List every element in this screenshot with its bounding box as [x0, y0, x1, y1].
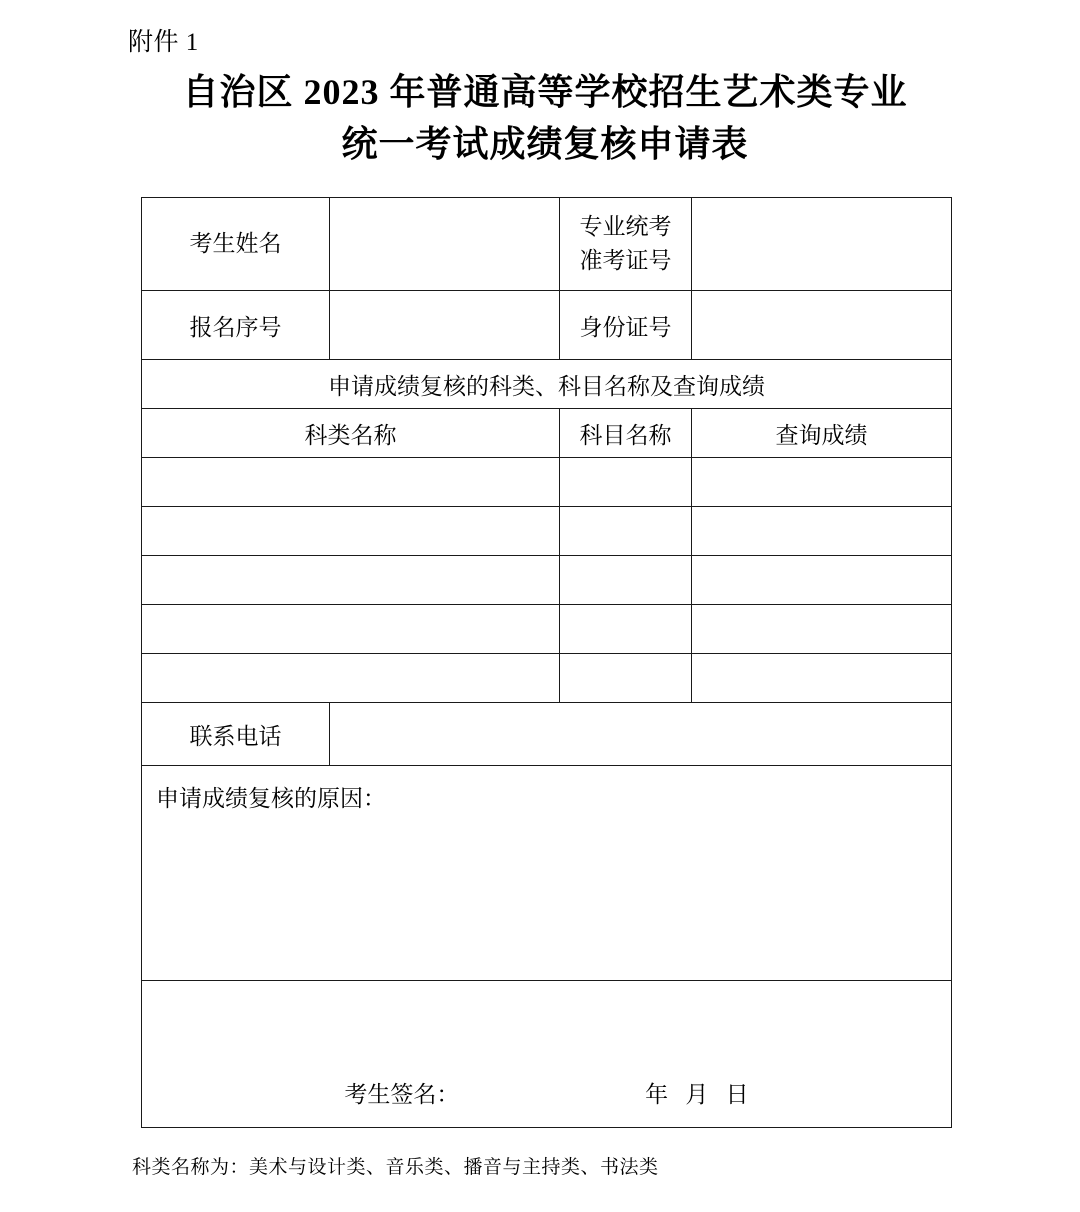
- exam-ticket-label: [560, 198, 692, 291]
- cell-category[interactable]: [142, 507, 560, 556]
- column-header-subject: 科目名称: [560, 409, 692, 458]
- registration-no-field[interactable]: [330, 291, 560, 360]
- candidate-name-label: 考生姓名: [142, 198, 330, 291]
- attachment-label: 附件 1: [128, 29, 199, 56]
- cell-category[interactable]: [142, 458, 560, 507]
- id-card-field[interactable]: [692, 291, 952, 360]
- page-title: [140, 66, 950, 170]
- cell-score[interactable]: [692, 605, 952, 654]
- reason-field[interactable]: 申请成绩复核的原因：: [142, 766, 952, 981]
- table-row: [142, 766, 952, 981]
- table-row: [142, 605, 952, 654]
- column-header-category: 科类名称: [142, 409, 560, 458]
- cell-score[interactable]: [692, 556, 952, 605]
- exam-ticket-field[interactable]: [692, 198, 952, 291]
- table-row: [142, 507, 952, 556]
- table-row: [142, 703, 952, 766]
- cell-subject[interactable]: [560, 605, 692, 654]
- phone-field[interactable]: [330, 703, 952, 766]
- table-header-row: [142, 409, 952, 458]
- table-row: [142, 291, 952, 360]
- column-header-score: 查询成绩: [692, 409, 952, 458]
- title-line-1: 自治区 2023 年普通高等学校招生艺术类专业: [182, 72, 908, 112]
- cell-subject[interactable]: [560, 556, 692, 605]
- table-row: [142, 198, 952, 291]
- id-card-label: 身份证号: [560, 291, 692, 360]
- cell-category[interactable]: [142, 605, 560, 654]
- cell-score[interactable]: [692, 507, 952, 556]
- cell-subject[interactable]: [560, 458, 692, 507]
- exam-ticket-label-line2: 准考证号: [579, 248, 672, 273]
- review-application-form: [141, 197, 952, 1128]
- cell-subject[interactable]: [560, 654, 692, 703]
- table-row: [142, 654, 952, 703]
- cell-score[interactable]: [692, 458, 952, 507]
- exam-ticket-label-line1: 专业统考: [579, 214, 672, 239]
- phone-label: 联系电话: [142, 703, 330, 766]
- section-header: 申请成绩复核的科类、科目名称及查询成绩: [142, 360, 952, 409]
- registration-no-label: 报名序号: [142, 291, 330, 360]
- table-row: [142, 360, 952, 409]
- footnote: 科类名称为：美术与设计类、音乐类、播音与主持类、书法类: [132, 1157, 659, 1178]
- candidate-name-field[interactable]: [330, 198, 560, 291]
- table-row: [142, 981, 952, 1128]
- signature-label: 考生签名：: [344, 1082, 460, 1107]
- signature-date: 年 月 日: [645, 1082, 749, 1107]
- cell-subject[interactable]: [560, 507, 692, 556]
- signature-area[interactable]: [142, 981, 952, 1128]
- table-row: [142, 458, 952, 507]
- cell-score[interactable]: [692, 654, 952, 703]
- cell-category[interactable]: [142, 654, 560, 703]
- table-row: [142, 556, 952, 605]
- cell-category[interactable]: [142, 556, 560, 605]
- title-line-2: 统一考试成绩复核申请表: [341, 124, 749, 164]
